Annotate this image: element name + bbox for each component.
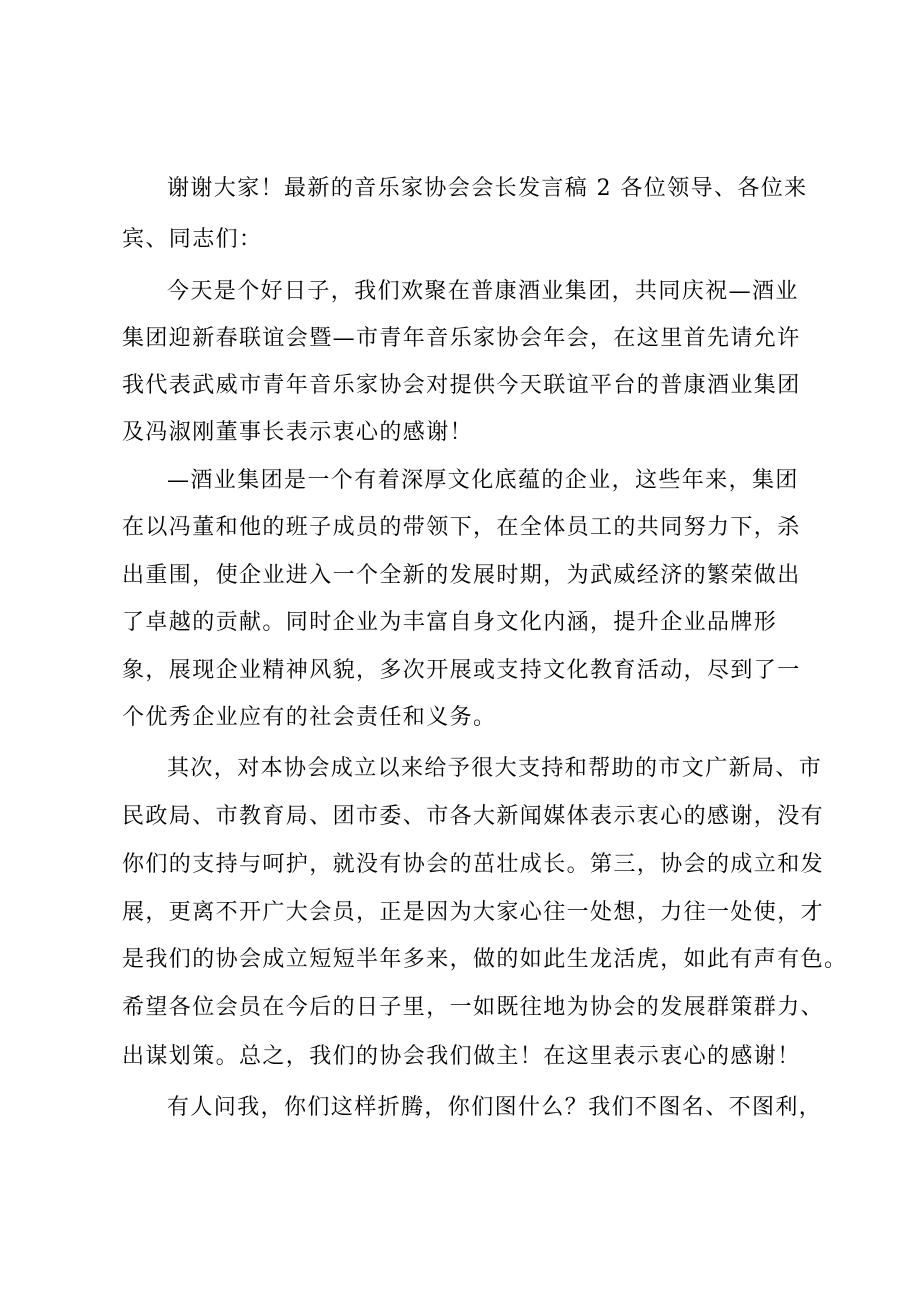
- text-line-5: 我代表武威市青年音乐家协会对提供今天联谊平台的普康酒业集团: [122, 373, 801, 398]
- text-line-7: —酒业集团是一个有着深厚文化底蕴的企业，这些年来，集团: [167, 468, 799, 493]
- text-line-16: 展，更离不开广大会员，正是因为大家心往一处想，力往一处使，才: [122, 900, 825, 925]
- text-line-18: 希望各位会员在今后的日子里，一如既往地为协会的发展群策群力、: [122, 995, 825, 1020]
- text-line-4: 集团迎新春联谊会暨—市青年音乐家协会年会，在这里首先请允许: [122, 326, 801, 351]
- text-line-12: 个优秀企业应有的社会责任和义务。: [122, 705, 497, 730]
- text-line-10: 了卓越的贡献。同时企业为丰富自身文化内涵，提升企业品牌形: [122, 610, 778, 635]
- text-line-14: 民政局、市教育局、团市委、市各大新闻媒体表示衷心的感谢，没有: [122, 804, 825, 829]
- text-line-11: 象，展现企业精神风貌，多次开展或支持文化教育活动，尽到了一: [122, 658, 801, 683]
- text-line-6: 及冯淑刚董事长表示衷心的感谢！: [122, 420, 474, 445]
- text-line-20: 有人问我，你们这样折腾，你们图什么？我们不图名、不图利，: [167, 1095, 823, 1120]
- text-line-19: 出谋划策。总之，我们的协会我们做主！在这里表示衷心的感谢！: [122, 1044, 801, 1069]
- text-line-8: 在以冯董和他的班子成员的带领下，在全体员工的共同努力下，杀: [122, 515, 801, 540]
- text-line-13: 其次，对本协会成立以来给予很大支持和帮助的市文广新局、市: [167, 756, 823, 781]
- text-line-9: 出重围，使企业进入一个全新的发展时期，为武威经济的繁荣做出: [122, 563, 801, 588]
- text-line-15: 你们的支持与呵护，就没有协会的茁壮成长。第三，协会的成立和发: [122, 852, 825, 877]
- text-line-17: 是我们的协会成立短短半年多来，做的如此生龙活虎，如此有声有色。: [122, 947, 848, 972]
- text-line-2: 宾、同志们：: [122, 227, 263, 252]
- text-line-1: 谢谢大家！最新的音乐家协会会长发言稿 2 各位领导、各位来: [167, 176, 808, 201]
- text-line-3: 今天是个好日子，我们欢聚在普康酒业集团，共同庆祝—酒业: [167, 279, 799, 304]
